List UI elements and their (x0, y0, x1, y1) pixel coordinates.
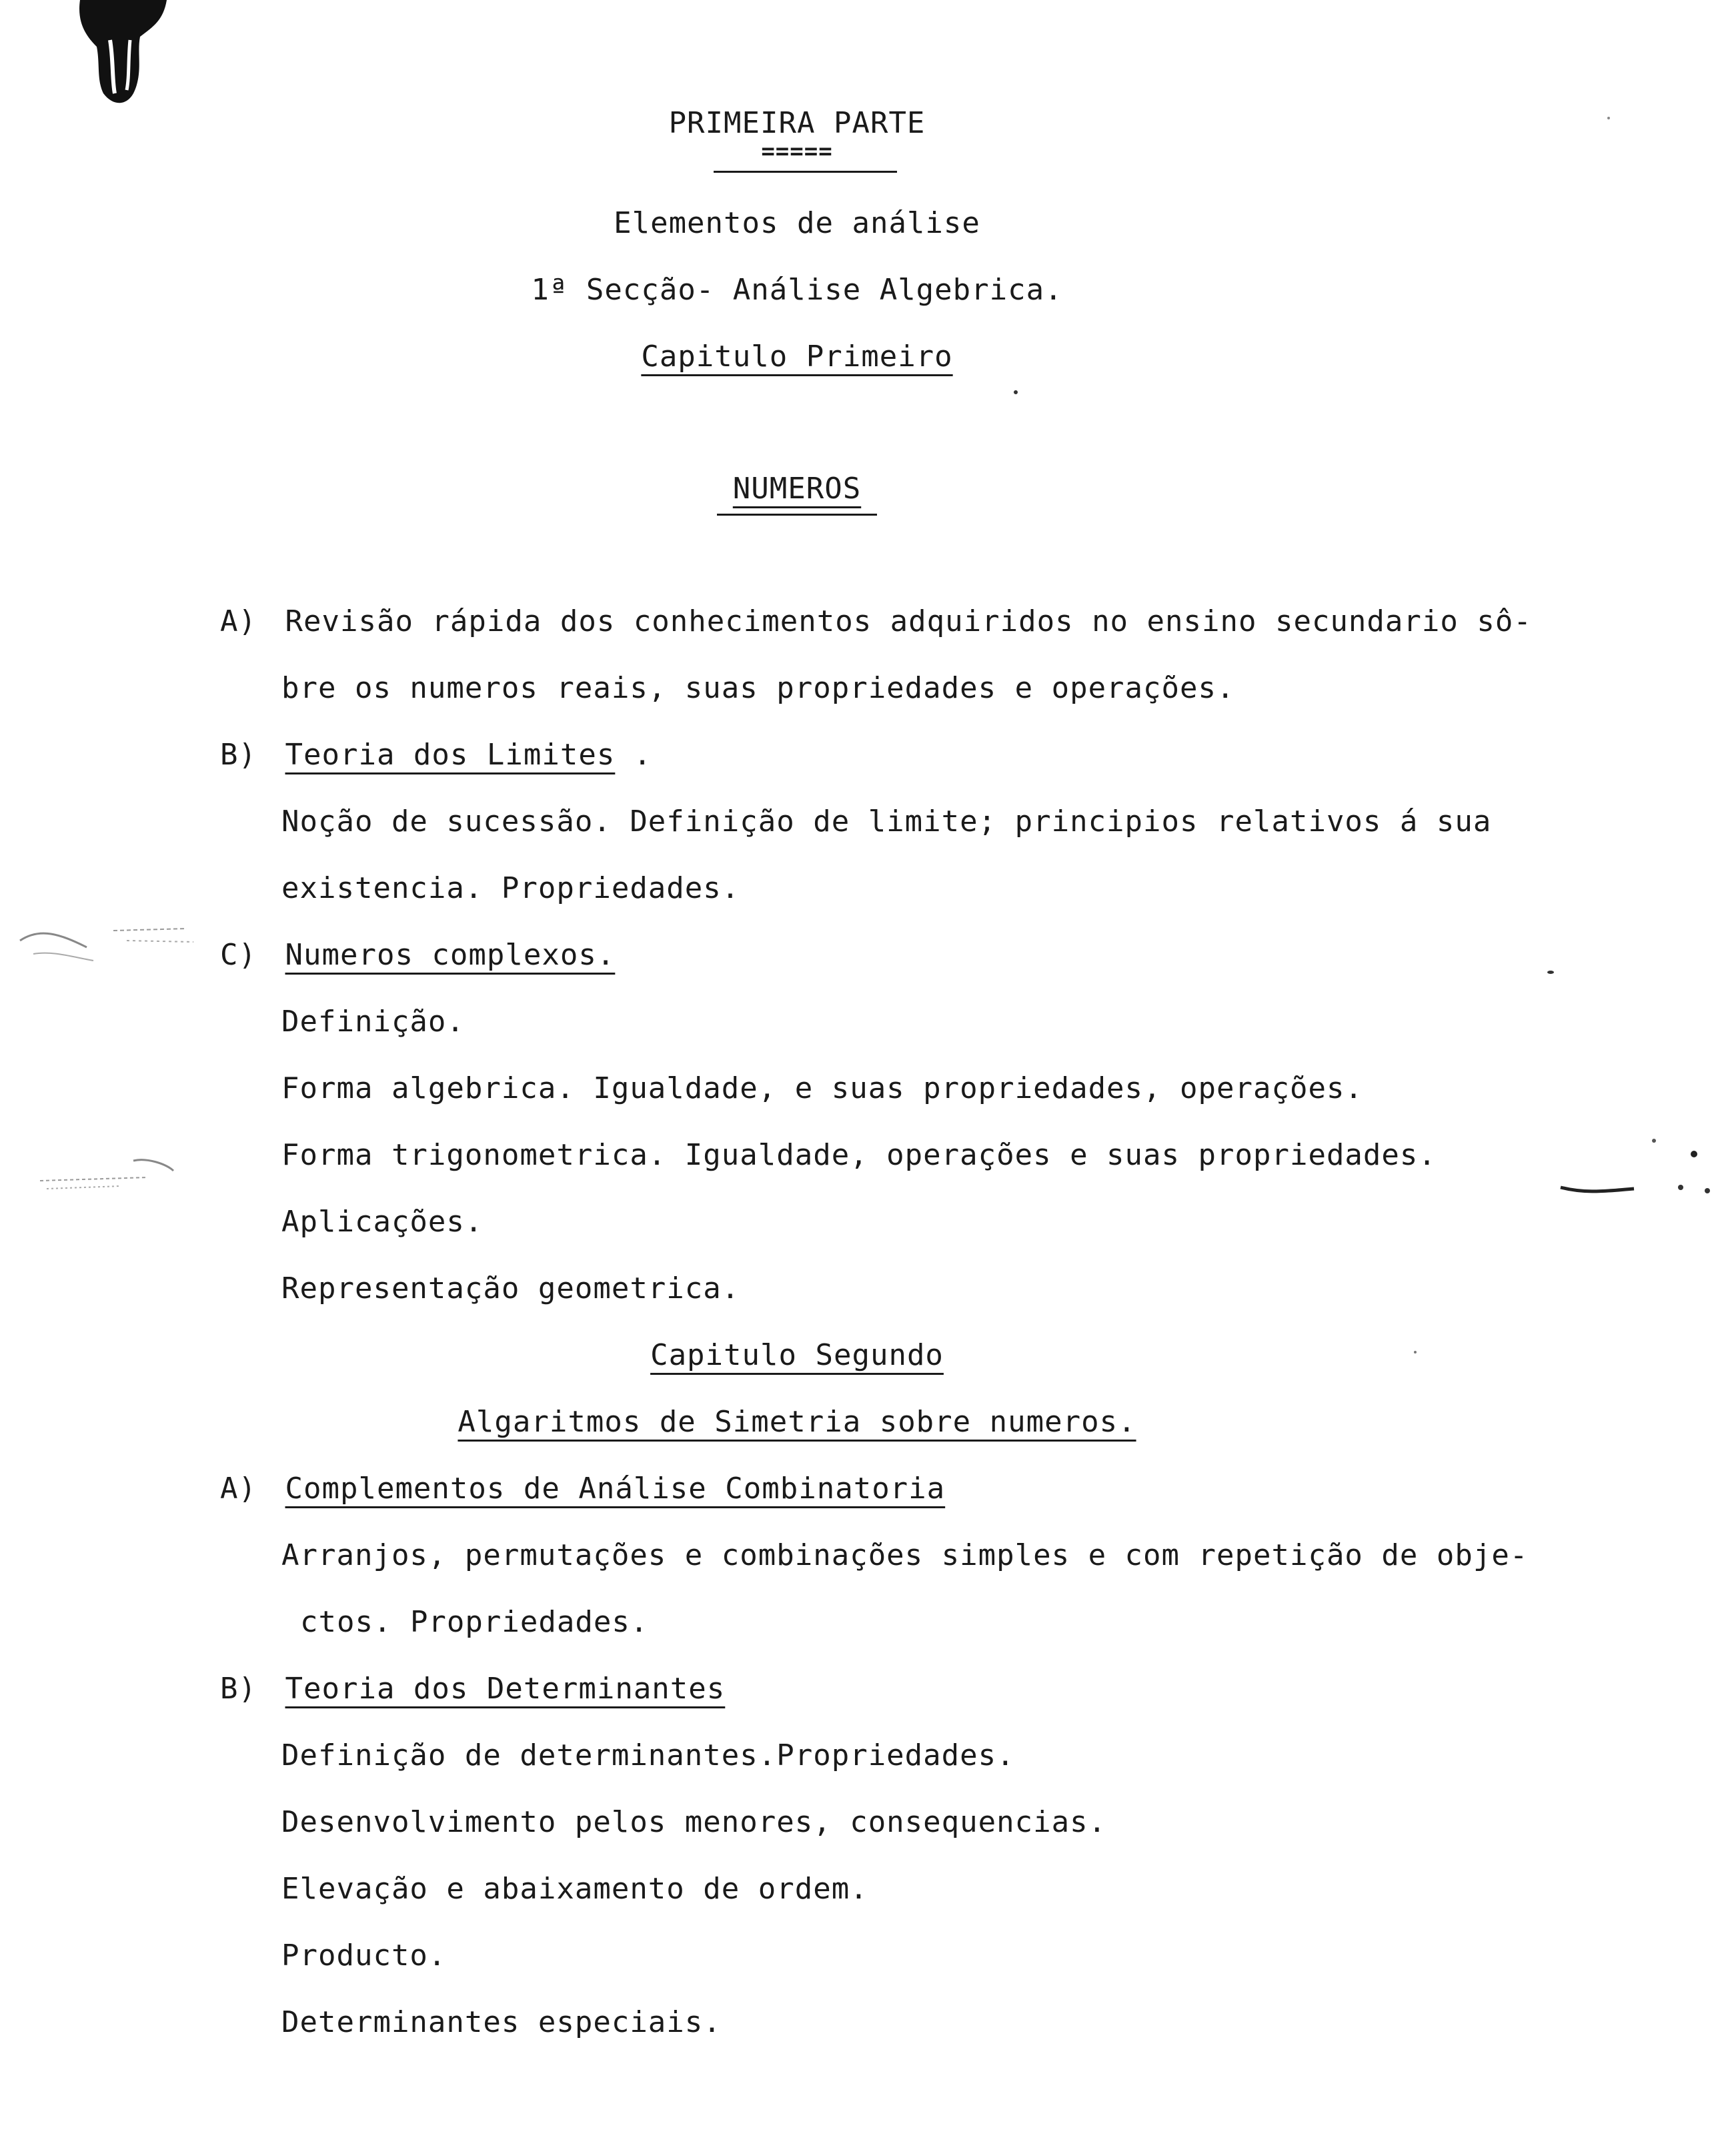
item-c-line2 (281, 1071, 1363, 1107)
topic1-heading-text: NUMEROS (732, 472, 862, 506)
ch2-item-b-line5 (281, 2005, 722, 2041)
ink-blot-mark (73, 0, 173, 107)
scan-speck (1014, 390, 1018, 394)
ch2-item-a-text1: Arranjos, permutações e combinações simples e com repetição de obje- (281, 1538, 1529, 1572)
item-b-heading (220, 737, 652, 773)
item-c-title: Numeros complexos. (285, 938, 616, 972)
item-c-text4: Aplicações. (281, 1205, 484, 1239)
part-struck-text: ===== (761, 138, 833, 165)
item-c-text5: Representação geometrica. (281, 1271, 740, 1305)
scan-smudge-right (1547, 1127, 1718, 1207)
item-c-text1: Definição. (281, 1005, 465, 1039)
ch2-item-a-letter: A) (220, 1472, 257, 1506)
ch2-item-b-letter: B) (220, 1672, 257, 1706)
item-a-letter: A) (220, 604, 257, 638)
ch2-item-a-line2 (300, 1604, 648, 1640)
item-a-text2: bre os numeros reais, suas propriedades e operações. (281, 671, 1235, 705)
ch2-item-a-line1 (281, 1538, 1528, 1574)
item-a-text1: Revisão rápida dos conhecimentos adquiridos no ensino secundario sô- (285, 604, 1532, 638)
item-c-line4 (281, 1204, 483, 1240)
item-a-line2 (281, 670, 1235, 706)
ch2-item-a-title: Complementos de Análise Combinatoria (285, 1472, 946, 1506)
topic1-double-underline (717, 514, 877, 516)
ch2-item-a-text2: ctos. Propriedades. (300, 1605, 649, 1639)
ch2-item-b-line3 (281, 1871, 868, 1907)
chapter1-title (0, 339, 1594, 375)
scan-smudge-left-lower (33, 1147, 180, 1201)
part-heading-text: PRIMEIRA PARTE (668, 106, 926, 140)
ch2-item-b-line1 (281, 1738, 1015, 1774)
item-b-line1 (281, 804, 1491, 840)
item-b-line2 (281, 871, 740, 907)
item-b-title-tail: . (633, 738, 652, 772)
item-c-line3 (281, 1137, 1437, 1173)
item-c-letter: C) (220, 938, 257, 972)
scan-smudge-left-upper (13, 914, 200, 974)
item-c-text3: Forma trigonometrica. Igualdade, operações e suas propriedades. (281, 1138, 1437, 1172)
chapter1-title-text: Capitulo Primeiro (641, 340, 953, 374)
ch2-item-b-text2: Desenvolvimento pelos menores, consequencias. (281, 1805, 1107, 1839)
item-c-text2: Forma algebrica. Igualdade, e suas propriedades, operações. (281, 1071, 1363, 1105)
ch2-item-a-heading (220, 1471, 945, 1507)
chapter2-title (0, 1337, 1594, 1374)
section-title-text: Elementos de análise (614, 206, 980, 240)
ch2-item-b-text1: Definição de determinantes.Propriedades. (281, 1738, 1015, 1772)
item-b-text1: Noção de sucessão. Definição de limite; principios relativos á sua (281, 804, 1492, 839)
part-heading-struck (0, 133, 1594, 169)
chapter2-topic-text: Algaritmos de Simetria sobre numeros. (458, 1405, 1136, 1439)
ch2-item-b-text3: Elevação e abaixamento de ordem. (281, 1872, 868, 1906)
ch2-item-b-text4: Producto. (281, 1939, 447, 1973)
item-c-line1 (281, 1004, 465, 1040)
topic1-heading (0, 471, 1594, 507)
section-title (0, 205, 1594, 241)
ch2-item-b-line4 (281, 1938, 446, 1974)
ch2-item-b-heading (220, 1671, 725, 1707)
item-c-heading (220, 937, 615, 973)
ch2-item-b-title: Teoria dos Determinantes (285, 1672, 726, 1706)
part-underline (714, 171, 897, 173)
chapter2-topic (0, 1404, 1594, 1440)
item-b-text2: existencia. Propriedades. (281, 871, 740, 905)
ch2-item-b-text5: Determinantes especiais. (281, 2005, 722, 2039)
ch2-item-b-line2 (281, 1804, 1106, 1840)
chapter2-title-text: Capitulo Segundo (650, 1338, 944, 1372)
section-subtitle (0, 272, 1594, 308)
scan-speck (1547, 971, 1554, 974)
item-b-letter: B) (220, 738, 257, 772)
item-b-title: Teoria dos Limites (285, 738, 616, 772)
section-subtitle-text: 1ª Secção- Análise Algebrica. (531, 273, 1063, 307)
item-c-line5 (281, 1271, 740, 1307)
scan-speck (1607, 117, 1610, 119)
item-a-line1 (220, 604, 1532, 640)
